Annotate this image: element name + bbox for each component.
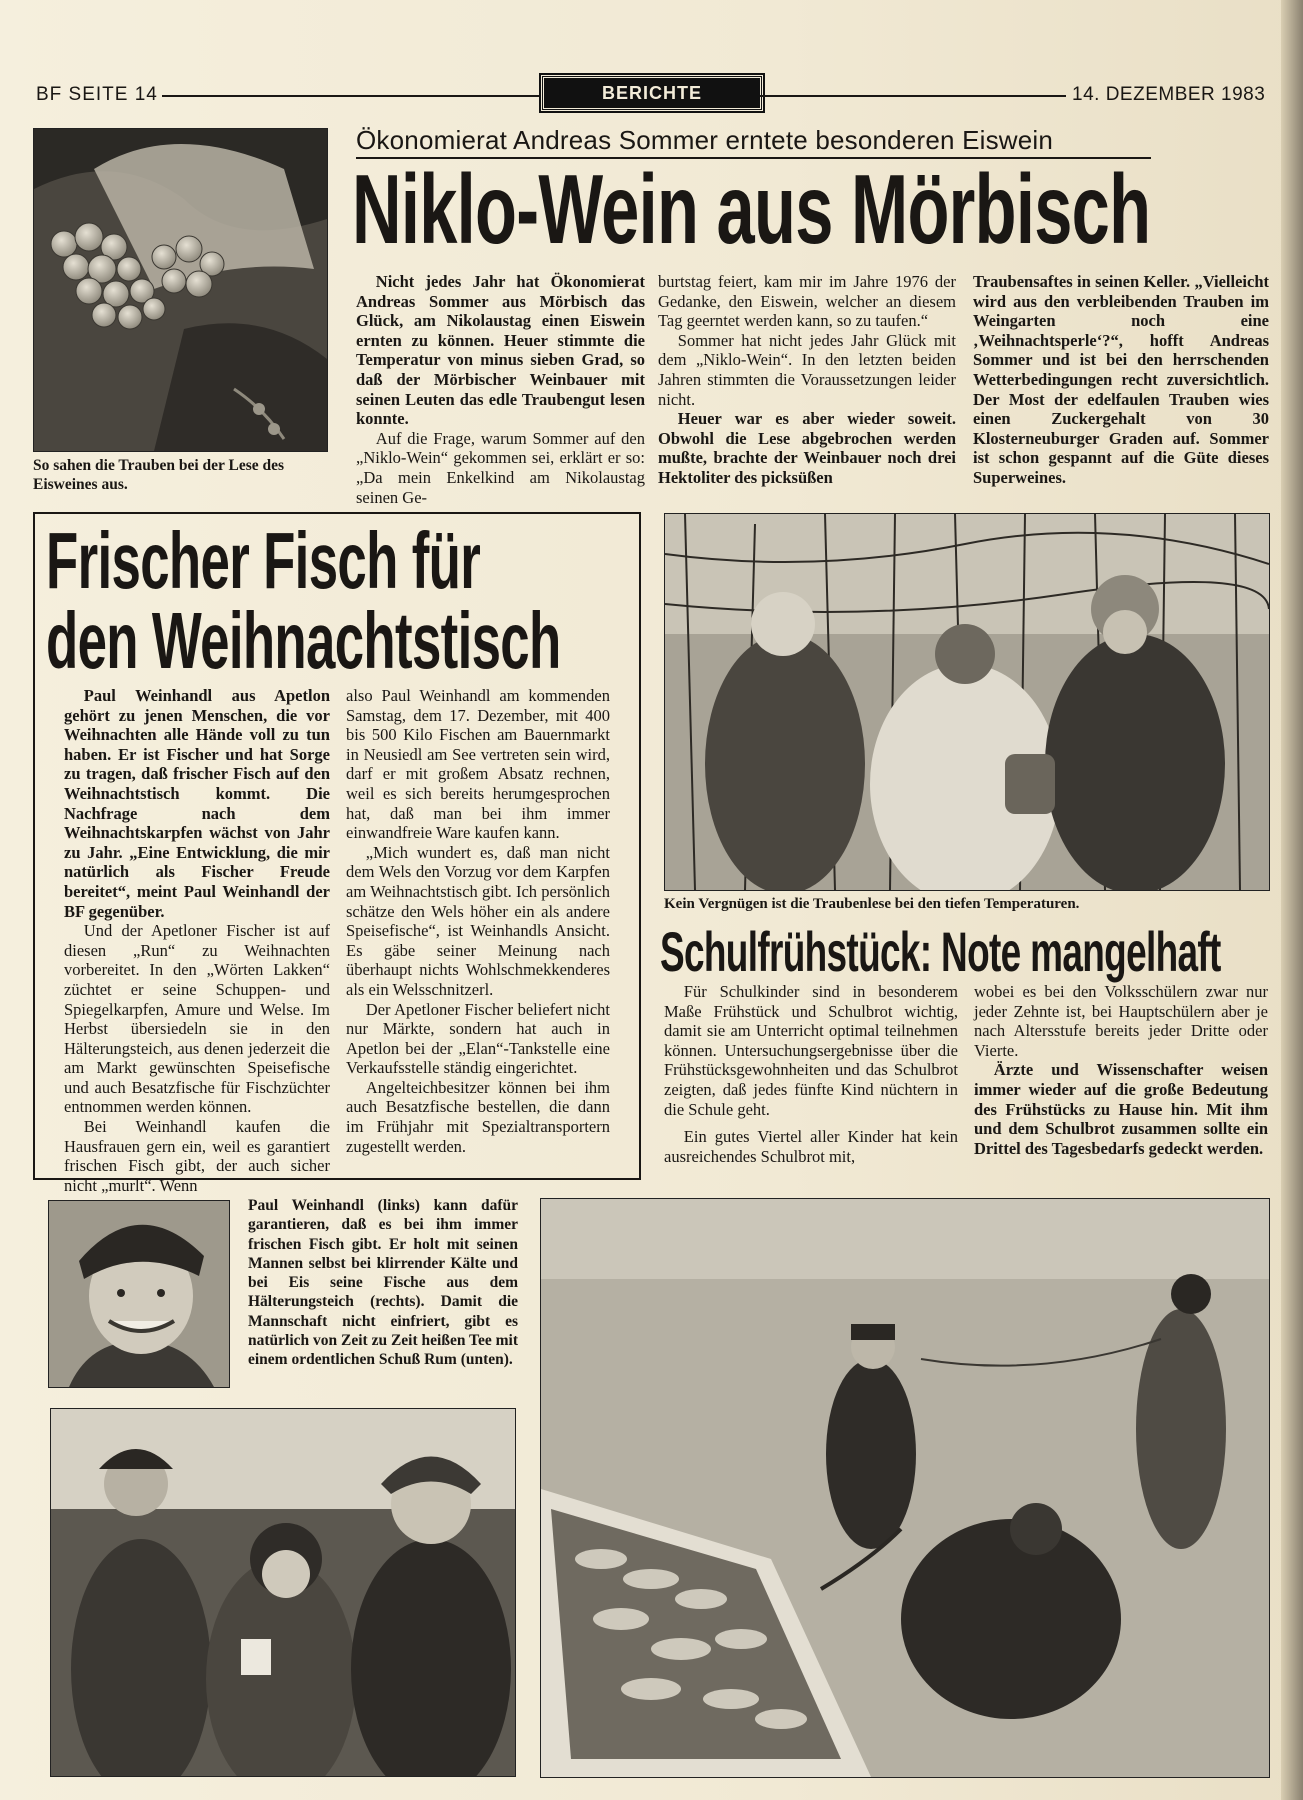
article2-paragraph: „Mich wundert es, daß man nicht dem Wels den Vorzug vor dem Karpfen am Weihnachtstisch gibt. Ich persönlich schätze den Wels höher ein als andere Speisefische“, ist Weinhandls Ansicht. Es gäbe seiner Meinung nach überhaupt nichts Wohlschmekkenderes als ein Welsschnitzerl. — [346, 842, 610, 999]
article2-paragraph: also Paul Weinhandl am kommenden Samstag, dem 17. Dezember, mit 400 bis 500 Kilo Fischen am Bauernmarkt in Neusiedl am See vertreten sein wird, darf er mit großem Absatz rechnen, weil es sich bereits herumgesprochen hat, daß man bei ihm immer einwandfreie Ware kaufen kann. — [346, 686, 610, 843]
article1-paragraph: Traubensaftes in seinen Keller. „Vielleicht wird aus den verbleibenden Trauben im Weingarten noch eine ‚Weihnachtsperle‘?“, hofft Andreas Sommer und ist bei den herrschenden Wetterbedingungen recht zuversichtlich. Der Most der edelfaulen Trauben wies einen Zuckergehalt von 30 Klosterneuburger Graden auf. Sommer ist schon gespannt auf die Güte dieses Superweines. — [973, 272, 1269, 487]
article1-col2 — [658, 272, 956, 488]
article1-headline: Niklo-Wein aus Mörbisch — [352, 154, 1151, 264]
article3-col1 — [664, 982, 958, 1166]
header-rule-right — [760, 95, 1066, 97]
article2-paragraph: Angelteichbesitzer können bei ihm auch Besatzfische bestellen, die dann im Frühjahr mit Spezialtransportern zugestellt werden. — [346, 1077, 610, 1156]
article2-lead: Paul Weinhandl aus Apetlon gehört zu jenen Menschen, die vor Weihnachten alle Hände voll zu tun haben. Er ist Fischer und hat Sorge zu tragen, daß frischer Fisch auf den Weihnachtstisch kommt. Die Nachfrage nach dem Weihnachtskarpfen wächst von Jahr zu Jahr. „Eine Entwicklung, die mir natürlich als Fischer Freude bereitet“, meint Paul Weinhandl der BF gegenüber. — [64, 686, 330, 921]
portrait-photo — [48, 1200, 230, 1388]
fishing-pond-photo — [540, 1198, 1270, 1778]
issue-date: 14. DEZEMBER 1983 — [1072, 84, 1266, 105]
article1-col3 — [973, 272, 1269, 488]
article3-headline: Schulfrühstück: Note mangelhaft — [660, 920, 1221, 983]
article2-headline-line1: Frischer Fisch für — [46, 516, 481, 605]
header-rule-left — [162, 95, 540, 97]
article2-paragraph: Der Apetloner Fischer beliefert nicht nur Märkte, sondern hat auch in Apetlon bei der „Elan“-Tankstelle eine Verkaufsstelle ständig eingerichtet. — [346, 999, 610, 1078]
article1-paragraph: Sommer hat nicht jedes Jahr Glück mit dem „Niklo-Wein“. In den letzten beiden Jahren stimmten die Voraussetzungen leider nicht. — [658, 330, 956, 409]
grapes-photo — [33, 128, 328, 452]
article3-paragraph: Ein gutes Viertel aller Kinder hat kein ausreichendes Schulbrot mit, — [664, 1127, 958, 1166]
article3-paragraph: Für Schulkinder sind in besonderem Maße Frühstück und Schulbrot wichtig, damit sie am Unterricht optimal teilnehmen können. Untersuchungsergebnisse über die Frühstücksgewohnheiten und das Schulbrot zeigten, daß jedes fünfte Kind nüchtern in die Schule geht. — [664, 982, 958, 1119]
article1-paragraph: Heuer war es aber wieder soweit. Obwohl die Lese abgebrochen werden mußte, brachte der Weinbauer noch drei Hektoliter des picksüßen — [658, 409, 956, 487]
article2-headline-line2: den Weihnachtstisch — [46, 596, 561, 685]
article3-paragraph: wobei es bei den Volksschülern zwar nur jeder Zehnte ist, bei Hauptschülern aber je nach Altersstufe bereits jeder Dritte oder Vierte. — [974, 982, 1268, 1060]
tea-break-photo — [50, 1408, 516, 1777]
section-label-text: BERICHTE — [601, 83, 702, 103]
article3-col2 — [974, 982, 1268, 1158]
harvest-photo-caption: Kein Vergnügen ist die Traubenlese bei den tiefen Temperaturen. — [664, 896, 1080, 912]
article1-lead: Nicht jedes Jahr hat Ökonomierat Andreas Sommer aus Mörbisch das Glück, am Nikolaustag einen Eiswein ernten zu können. Heuer stimmte die Temperatur von minus sieben Grad, so daß der Mörbischer Weinbauer mit seinen Leuten das edle Traubengut lesen konnte. — [356, 272, 645, 429]
article2-paragraph: Und der Apetloner Fischer ist auf diesen „Run“ zu Weihnachten vorbereitet. In den „Wörten Lakken“ züchtet er seine Schuppen- und Spiegelkarpfen, Amure und Welse. Im Herbst übersiedeln sie in den Hälterungsteich, aus denen jederzeit die am Markt gewünschten Speisefische und auch Besatzfische für Fischzüchter entnommen werden können. — [64, 921, 330, 1117]
article2-col1 — [64, 686, 330, 1195]
article1-kicker: Ökonomierat Andreas Sommer erntete besonderen Eiswein — [356, 125, 1054, 155]
page-number: BF SEITE 14 — [36, 84, 158, 105]
article3-paragraph: Ärzte und Wissenschafter weisen immer wieder auf die große Bedeutung des Frühstücks zu Hause hin. Mit ihm und dem Schulbrot zusammen sollte ein Drittel des Tagesbedarfs gedeckt werden. — [974, 1060, 1268, 1158]
article1-paragraph: burtstag feiert, kam mir im Jahre 1976 der Gedanke, den Eiswein, welcher an diesem Tag geerntet werden kann, so zu taufen.“ — [658, 272, 956, 331]
article1-paragraph: Auf die Frage, warum Sommer auf den „Niklo-Wein“ gekommen sei, erklärt er so: „Da mein Enkelkind am Nikolaustag seinen Ge- — [356, 428, 645, 507]
section-label — [541, 75, 763, 111]
article2-paragraph: Bei Weinhandl kaufen die Hausfrauen gern ein, weil es garantiert frischen Fisch gibt, der auch sicher nicht „murlt“. Wenn — [64, 1117, 330, 1195]
grapes-photo-caption: So sahen die Trauben bei der Lese des Eisweines aus. — [33, 457, 285, 493]
article2-col2 — [346, 686, 610, 1156]
harvest-photo — [664, 513, 1270, 891]
fisher-photo-caption: Paul Weinhandl (links) kann dafür garantieren, daß es bei ihm immer frischen Fisch gibt. Er holt mit seinen Mannen selbst bei klirrender Kälte und bei Eis seine Fische aus dem Hälterungsteich (rechts). Damit die Mannschaft nicht einfriert, gibt es natürlich von Zeit zu Zeit heißen Tee mit einem ordentlichen Schuß Rum (unten). — [248, 1197, 518, 1369]
page-edge — [1281, 0, 1303, 1800]
article1-col1 — [356, 272, 645, 507]
